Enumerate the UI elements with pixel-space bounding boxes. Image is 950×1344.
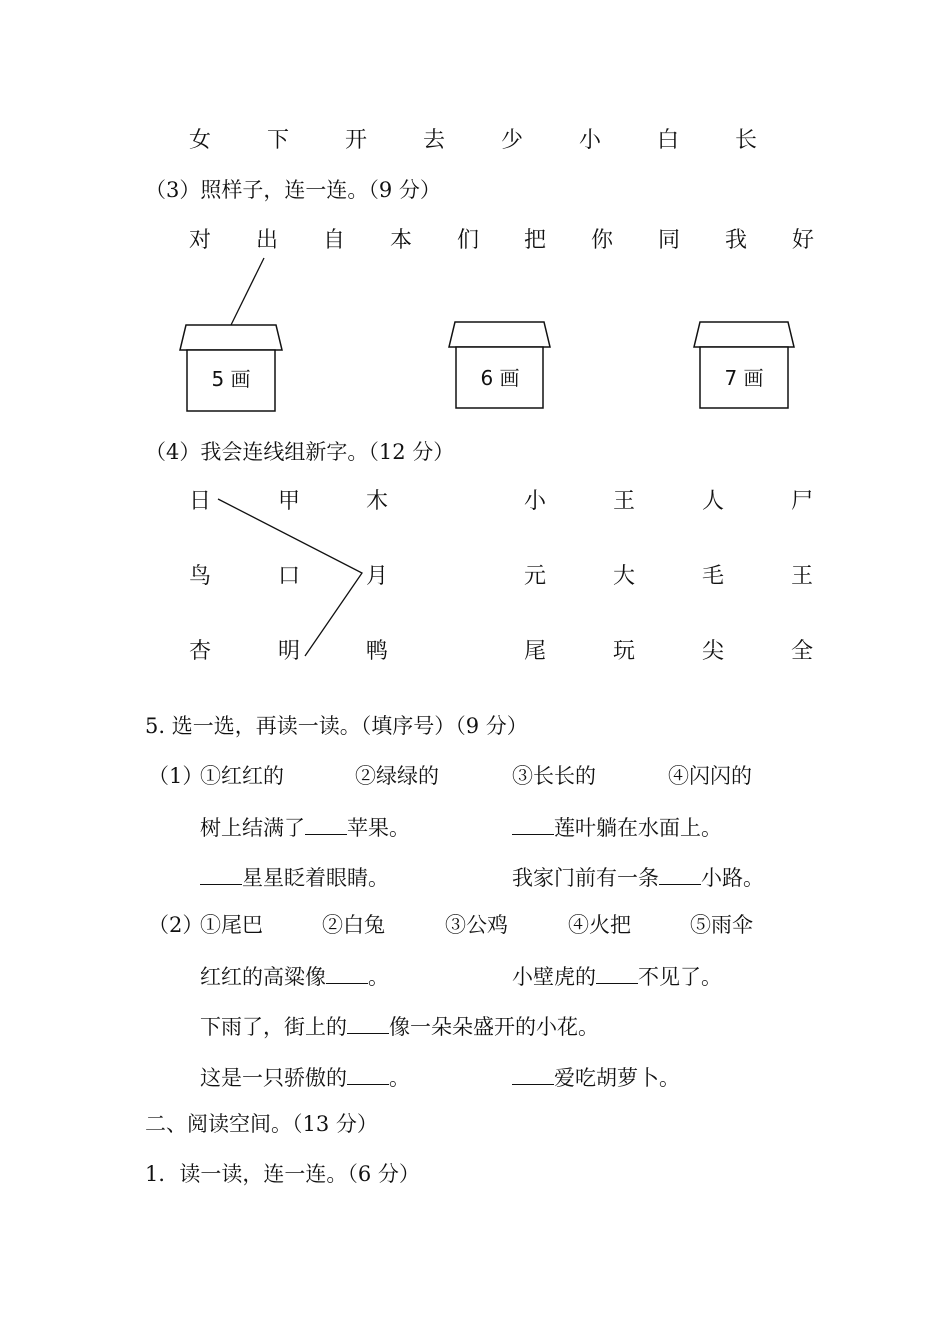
house-7[interactable] xyxy=(694,322,794,408)
char: 王 xyxy=(790,564,813,589)
option: ④闪闪的 xyxy=(668,764,752,788)
sentence-text: 。 xyxy=(368,965,389,989)
sentence xyxy=(200,816,410,839)
char: 尾 xyxy=(523,639,546,664)
answer-blank[interactable] xyxy=(659,866,701,885)
char: 全 xyxy=(790,639,813,664)
sentence-text: 下雨了，街上的 xyxy=(200,1015,347,1039)
example-connect-line xyxy=(231,258,264,325)
answer-blank[interactable] xyxy=(326,965,368,984)
sentence-text: 我家门前有一条 xyxy=(512,866,659,890)
sentence-text: 不见了。 xyxy=(638,965,722,989)
sentence xyxy=(200,866,389,889)
char: 我 xyxy=(724,228,747,253)
answer-blank[interactable] xyxy=(512,1066,554,1085)
section2-title: 二、阅读空间。（13 分） xyxy=(145,1112,378,1136)
char: 日 xyxy=(188,489,211,514)
char: 小 xyxy=(523,489,546,514)
sentence-text: 红红的高粱像 xyxy=(200,965,326,989)
char: 长 xyxy=(734,128,757,153)
char: 开 xyxy=(344,128,367,153)
answer-blank[interactable] xyxy=(596,965,638,984)
q4-title: （4）我会连线组新字。（12 分） xyxy=(145,440,455,464)
char: 把 xyxy=(523,228,546,253)
char: 好 xyxy=(791,228,814,253)
char: 甲 xyxy=(277,489,300,514)
sentence xyxy=(200,965,389,988)
sentence-text: 这是一只骄傲的 xyxy=(200,1066,347,1090)
option: ③公鸡 xyxy=(445,913,508,937)
answer-blank[interactable] xyxy=(200,866,242,885)
char: 小 xyxy=(578,128,601,153)
answer-blank[interactable] xyxy=(512,816,554,835)
char: 月 xyxy=(365,564,388,589)
q5-title: 5. 选一选，再读一读。（填序号）（9 分） xyxy=(145,714,528,738)
char: 明 xyxy=(277,639,300,664)
option: ②绿绿的 xyxy=(355,764,439,788)
sentence-text: 莲叶躺在水面上。 xyxy=(554,816,722,840)
sentence-text: 爱吃胡萝卜。 xyxy=(554,1066,680,1090)
option: ②白兔 xyxy=(322,913,385,937)
option: ③长长的 xyxy=(512,764,596,788)
house-label: 6 画 xyxy=(480,366,520,390)
sentence xyxy=(512,1066,680,1089)
option: ①尾巴 xyxy=(200,913,263,937)
char: 鸭 xyxy=(365,639,388,664)
sentence xyxy=(512,816,722,839)
char: 你 xyxy=(590,228,613,253)
option: ④火把 xyxy=(568,913,631,937)
char: 出 xyxy=(255,228,278,253)
char: 元 xyxy=(523,564,546,589)
q5-part2-label: （2） xyxy=(148,913,204,937)
sentence-text: 树上结满了 xyxy=(200,816,305,840)
char: 白 xyxy=(656,128,679,153)
char: 毛 xyxy=(701,564,724,589)
house-label: 5 画 xyxy=(211,367,251,391)
answer-blank[interactable] xyxy=(347,1066,389,1085)
char: 鸟 xyxy=(188,564,211,589)
sentence xyxy=(512,866,764,889)
sentence-text: 苹果。 xyxy=(347,816,410,840)
char: 人 xyxy=(701,489,724,514)
char: 大 xyxy=(612,564,635,589)
char: 木 xyxy=(365,489,388,514)
sentence-text: 星星眨着眼睛。 xyxy=(242,866,389,890)
char: 下 xyxy=(266,128,289,153)
house-6[interactable] xyxy=(449,322,550,408)
char: 少 xyxy=(500,128,523,153)
char: 去 xyxy=(422,128,445,153)
char: 王 xyxy=(612,489,635,514)
sentence xyxy=(200,1015,599,1038)
answer-blank[interactable] xyxy=(305,816,347,835)
sentence xyxy=(200,1066,410,1089)
option: ⑤雨伞 xyxy=(690,913,753,937)
q3-title: （3）照样子，连一连。（9 分） xyxy=(145,178,441,202)
char: 口 xyxy=(277,564,300,589)
char: 对 xyxy=(188,228,211,253)
sentence-text: 小壁虎的 xyxy=(512,965,596,989)
sentence xyxy=(512,965,722,988)
char: 尖 xyxy=(701,639,724,664)
char: 本 xyxy=(389,228,412,253)
sentence-text: 小路。 xyxy=(701,866,764,890)
char: 同 xyxy=(657,228,680,253)
house-label: 7 画 xyxy=(724,366,764,390)
sentence-text: 像一朵朵盛开的小花。 xyxy=(389,1015,599,1039)
char: 女 xyxy=(188,128,211,153)
option: ①红红的 xyxy=(200,764,284,788)
char: 杏 xyxy=(188,639,211,664)
sentence-text: 。 xyxy=(389,1066,410,1090)
char: 玩 xyxy=(612,639,635,664)
answer-blank[interactable] xyxy=(347,1015,389,1034)
char: 尸 xyxy=(790,489,813,514)
char: 自 xyxy=(322,228,345,253)
char: 们 xyxy=(456,228,479,253)
q5-part1-label: （1） xyxy=(148,764,204,788)
section2-q1-title: 1．读一读，连一连。（6 分） xyxy=(145,1162,420,1186)
